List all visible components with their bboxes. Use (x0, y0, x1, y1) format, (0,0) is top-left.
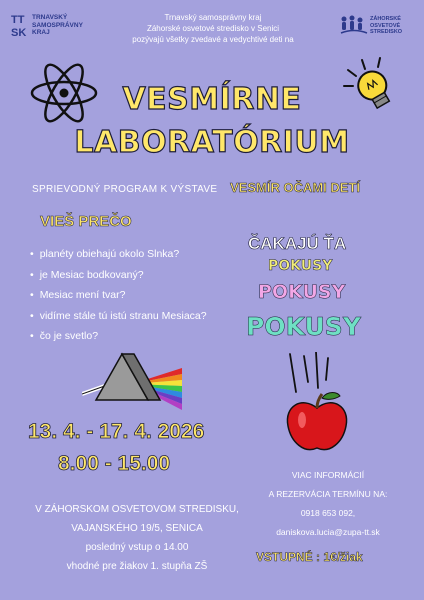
title-line1: VESMÍRNE (122, 82, 302, 117)
exhibition-name: VESMÍR OČAMI DETÍ (230, 180, 361, 195)
event-dates: 13. 4. - 17. 4. 2026 (28, 420, 205, 443)
svg-text:TT: TT (11, 14, 25, 26)
tsk-logo-text: TRNAVSKÝ SAMOSPRÁVNY KRAJ (32, 14, 83, 36)
entry-price: VSTUPNÉ : 1€/žiak (256, 550, 363, 564)
contact-info: VIAC INFORMÁCIÍ A REZERVÁCIA TERMÍNU NA: 0918 653 092, daniskova.lucia@zupa-tt.sk (248, 466, 408, 542)
svg-text:SK: SK (11, 27, 27, 38)
zos-logo-mark (340, 14, 368, 36)
question-item: • planéty obiehajú okolo Slnka? (30, 244, 250, 265)
pokusy-small: POKUSY (268, 258, 333, 274)
event-place: V ZÁHORSKOM OSVETOVOM STREDISKU, VAJANSKÉHO 19/5, SENICA posledný vstup o 14.00 vhodné pre žiakov 1. stupňa ZŠ (35, 504, 239, 572)
zos-logo (340, 14, 412, 36)
event-times: 8.00 - 15.00 (58, 452, 171, 475)
phone-number: 0918 653 092, (300, 508, 356, 518)
pokusy-large: POKUSY (246, 312, 361, 341)
question-list (30, 244, 250, 347)
vies-heading: VIEŠ PREČO (40, 213, 132, 230)
question-item: • Mesiac mení tvar? (30, 285, 250, 306)
cakaju-heading: ČAKAJÚ ŤA (248, 234, 347, 253)
intro-text: Trnavský samosprávny kraj Záhorské osvetové stredisko v Senici pozývajú všetky zvedavé a vedychtivé deti na (132, 13, 294, 44)
tsk-logo (10, 12, 90, 40)
zos-logo-text: ZÁHORSKÉ OSVETOVÉ STREDISKO (370, 16, 403, 35)
question-item: • je Mesiac bodkovaný? (30, 265, 250, 286)
pokusy-medium: POKUSY (258, 281, 346, 303)
falling-apple-icon (282, 352, 352, 456)
question-item: • vidíme stále tú istú stranu Mesiaca? (30, 306, 250, 327)
email-address: daniskova.lucia@zupa-tt.sk (276, 527, 380, 537)
prism-icon (82, 348, 182, 412)
title-line2: LABORATÓRIUM (74, 125, 350, 160)
tsk-logo-mark (10, 12, 32, 38)
program-label: SPRIEVODNÝ PROGRAM K VÝSTAVE (32, 184, 218, 195)
question-item: • čo je svetlo? (30, 326, 250, 347)
